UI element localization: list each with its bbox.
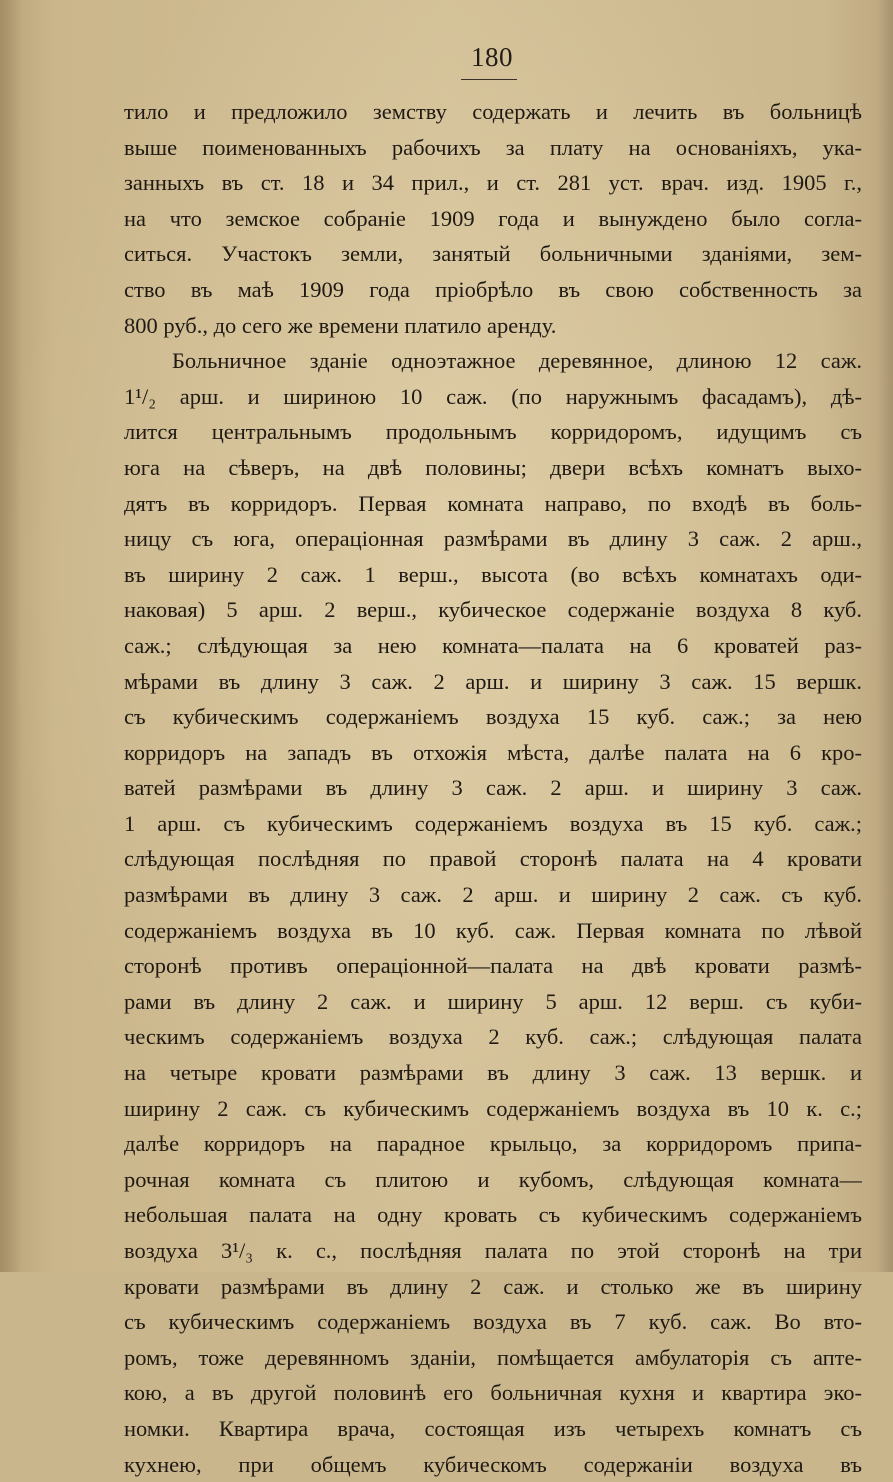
text-line: выше поименованныхъ рабочихъ за плату на основаніяхъ, ука- (124, 134, 862, 160)
text-line: дятъ въ корридоръ. Первая комната направо, по входѣ въ боль- (124, 490, 862, 516)
text-line: юга на сѣверъ, на двѣ половины; двери всѣхъ комнатъ выхо- (124, 454, 862, 480)
text-line: ницу съ юга, операціонная размѣрами въ длину 3 саж. 2 арш., (124, 526, 862, 552)
text-line: ширину 2 саж. съ кубическимъ содержаніемъ воздуха въ 10 к. с.; (124, 1095, 862, 1121)
text-line: ситься. Участокъ земли, занятый больничными зданіями, зем- (124, 241, 862, 267)
page-number-underline (461, 79, 517, 80)
text-line: номки. Квартира врача, состоящая изъ четырехъ комнатъ съ (124, 1415, 862, 1441)
text-line: небольшая палата на одну кровать съ кубическимъ содержаніемъ (124, 1202, 862, 1228)
text-line: кухнею, при общемъ кубическомъ содержаніи воздуха въ (124, 1451, 862, 1477)
text-line: корридоръ на западъ въ отхожія мѣста, далѣе палата на 6 кро- (124, 739, 862, 765)
text-line: съ кубическимъ содержаніемъ воздуха въ 7 куб. саж. Во вто- (124, 1309, 862, 1335)
text-line: воздуха 3¹/₃ к. с., послѣдняя палата по этой сторонѣ на три (124, 1238, 862, 1263)
text-line: 1¹/₂ арш. и шириною 10 саж. (по наружнымъ фасадамъ), дѣ- (124, 383, 862, 409)
text-line: саж.; слѣдующая за нею комната—палата на 6 кроватей раз- (124, 632, 862, 658)
text-line: размѣрами въ длину 3 саж. 2 арш. и ширину 2 саж. съ куб. (124, 882, 862, 908)
paragraph-start-line: Больничное зданіе одноэтажное деревянное, длиною 12 саж. (172, 348, 862, 374)
text-line: на что земское собраніе 1909 года и вынуждено было согла- (124, 205, 862, 231)
text-line: 1 арш. съ кубическимъ содержаніемъ воздуха въ 15 куб. саж.; (124, 810, 862, 836)
text-line: кою, а въ другой половинѣ его больничная кухня и квартира эко- (124, 1380, 862, 1406)
text-line: ватей размѣрами въ длину 3 саж. 2 арш. и ширину 3 саж. (124, 775, 862, 801)
text-line: слѣдующая послѣдняя по правой сторонѣ палата на 4 кровати (124, 846, 862, 872)
text-line: на четыре кровати размѣрами въ длину 3 саж. 13 вершк. и (124, 1060, 862, 1086)
page-edge-shadow-right (877, 0, 893, 1272)
text-line: наковая) 5 арш. 2 верш., кубическое содержаніе воздуха 8 куб. (124, 597, 862, 623)
text-line: рами въ длину 2 саж. и ширину 5 арш. 12 верш. съ куби- (124, 988, 862, 1014)
text-line: сторонѣ противъ операціонной—палата на двѣ кровати размѣ- (124, 953, 862, 979)
text-line: мѣрами въ длину 3 саж. 2 арш. и ширину 3 саж. 15 вершк. (124, 668, 862, 694)
text-line: ромъ, тоже деревянномъ зданіи, помѣщается амбулаторія съ апте- (124, 1344, 862, 1370)
text-line: съ кубическимъ содержаніемъ воздуха 15 куб. саж.; за нею (124, 704, 862, 730)
text-line: содержаніемъ воздуха въ 10 куб. саж. Первая комната по лѣвой (124, 917, 862, 943)
text-line: тило и предложило земству содержать и лечить въ больницѣ (124, 99, 862, 124)
text-line: ческимъ содержаніемъ воздуха 2 куб. саж.; слѣдующая палата (124, 1024, 862, 1050)
page-edge-shadow-left (0, 0, 22, 1272)
text-line: рочная комната съ плитою и кубомъ, слѣдующая комната— (124, 1166, 862, 1192)
text-line: 800 руб., до сего же времени платило аренду. (124, 312, 557, 338)
text-line: кровати размѣрами въ длину 2 саж. и столько же въ ширину (124, 1273, 862, 1299)
text-line: лится центральнымъ продольнымъ корридоромъ, идущимъ съ (124, 419, 862, 445)
page-number: 180 (471, 42, 513, 72)
text-line: далѣе корридоръ на парадное крыльцо, за корридоромъ припа- (124, 1131, 862, 1157)
body-text (124, 94, 862, 1482)
text-line: въ ширину 2 саж. 1 верш., высота (во всѣхъ комнатахъ оди- (124, 561, 862, 587)
text-line: ство въ маѣ 1909 года пріобрѣло въ свою собственность за (124, 276, 862, 302)
text-line: занныхъ въ ст. 18 и 34 прил., и ст. 281 уст. врач. изд. 1905 г., (124, 170, 862, 196)
